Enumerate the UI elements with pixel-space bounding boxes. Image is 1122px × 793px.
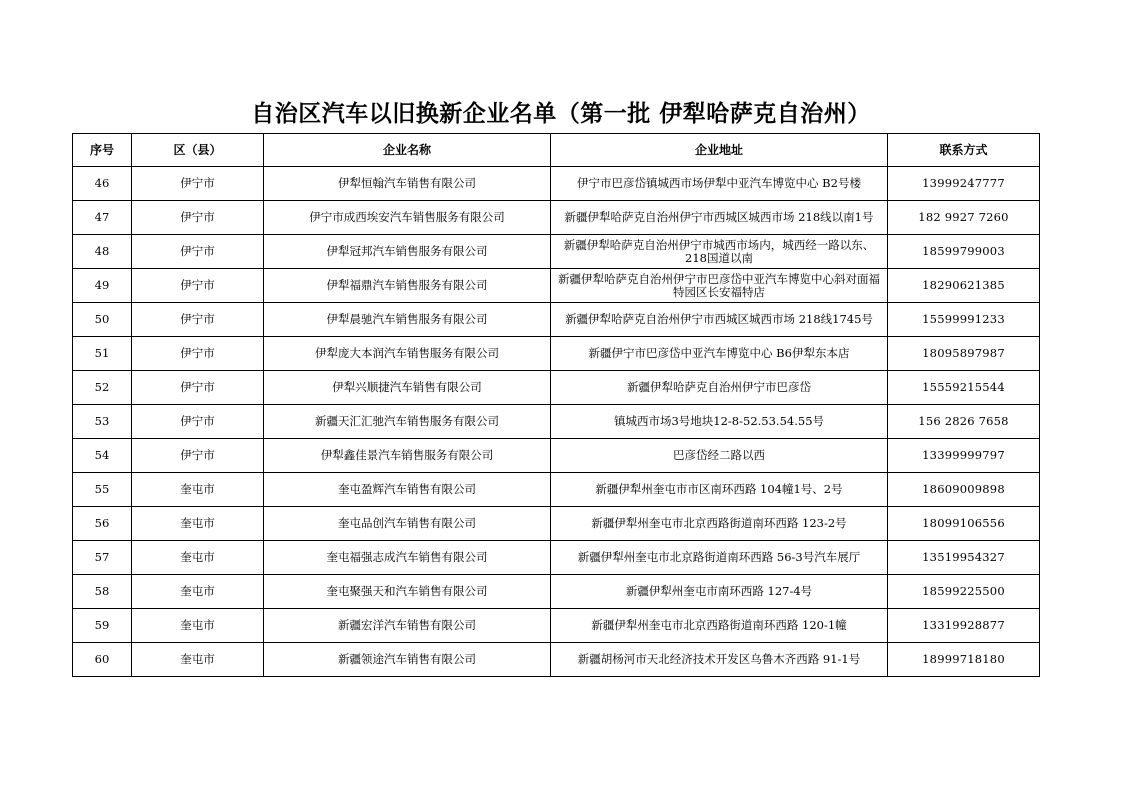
cell-district: 伊宁市 bbox=[132, 405, 264, 439]
cell-company-address: 新疆伊犁州奎屯市北京西路街道南环西路 120-1幢 bbox=[551, 609, 888, 643]
cell-company-address: 新疆伊犁州奎屯市北京西路街道南环西路 123-2号 bbox=[551, 507, 888, 541]
cell-index: 49 bbox=[73, 269, 132, 303]
header-company-name: 企业名称 bbox=[264, 134, 551, 167]
enterprise-table bbox=[72, 133, 1040, 677]
cell-company-name: 伊犁庞大本润汽车销售服务有限公司 bbox=[264, 337, 551, 371]
cell-contact: 18095897987 bbox=[888, 337, 1040, 371]
table-row bbox=[73, 541, 1040, 575]
cell-index: 57 bbox=[73, 541, 132, 575]
cell-contact: 18599799003 bbox=[888, 235, 1040, 269]
cell-contact: 13319928877 bbox=[888, 609, 1040, 643]
cell-district: 伊宁市 bbox=[132, 235, 264, 269]
cell-company-address: 新疆伊宁市巴彦岱中亚汽车博览中心 B6伊犁东本店 bbox=[551, 337, 888, 371]
cell-company-name: 新疆天汇汇驰汽车销售服务有限公司 bbox=[264, 405, 551, 439]
cell-index: 53 bbox=[73, 405, 132, 439]
cell-contact: 15559215544 bbox=[888, 371, 1040, 405]
cell-company-name: 伊犁兴顺捷汽车销售有限公司 bbox=[264, 371, 551, 405]
cell-company-address: 新疆伊犁哈萨克自治州伊宁市西城区城西市场 218线以南1号 bbox=[551, 201, 888, 235]
cell-contact: 182 9927 7260 bbox=[888, 201, 1040, 235]
cell-index: 47 bbox=[73, 201, 132, 235]
cell-district: 伊宁市 bbox=[132, 269, 264, 303]
cell-index: 52 bbox=[73, 371, 132, 405]
cell-company-name: 伊犁恒翰汽车销售有限公司 bbox=[264, 167, 551, 201]
cell-company-address: 伊宁市巴彦岱镇城西市场伊犁中亚汽车博览中心 B2号楼 bbox=[551, 167, 888, 201]
cell-company-name: 伊犁鑫佳景汽车销售服务有限公司 bbox=[264, 439, 551, 473]
header-district: 区（县） bbox=[132, 134, 264, 167]
cell-company-name: 新疆宏洋汽车销售有限公司 bbox=[264, 609, 551, 643]
cell-contact: 13519954327 bbox=[888, 541, 1040, 575]
cell-company-address: 新疆伊犁州奎屯市南环西路 127-4号 bbox=[551, 575, 888, 609]
table-row bbox=[73, 473, 1040, 507]
cell-company-address: 新疆伊犁哈萨克自治州伊宁市西城区城西市场 218线1745号 bbox=[551, 303, 888, 337]
cell-contact: 15599991233 bbox=[888, 303, 1040, 337]
cell-company-address: 新疆伊犁哈萨克自治州伊宁市城西市场内，城西经一路以东、218国道以南 bbox=[551, 235, 888, 269]
cell-district: 奎屯市 bbox=[132, 507, 264, 541]
cell-company-name: 伊犁冠邦汽车销售服务有限公司 bbox=[264, 235, 551, 269]
cell-company-name: 奎屯盈辉汽车销售有限公司 bbox=[264, 473, 551, 507]
cell-district: 伊宁市 bbox=[132, 167, 264, 201]
cell-company-name: 伊犁福鼎汽车销售服务有限公司 bbox=[264, 269, 551, 303]
table-row bbox=[73, 235, 1040, 269]
cell-district: 伊宁市 bbox=[132, 337, 264, 371]
table-row bbox=[73, 405, 1040, 439]
table-row bbox=[73, 167, 1040, 201]
cell-index: 50 bbox=[73, 303, 132, 337]
cell-company-address: 巴彦岱经二路以西 bbox=[551, 439, 888, 473]
document-title: 自治区汽车以旧换新企业名单（第一批 伊犁哈萨克自治州） bbox=[251, 100, 871, 127]
cell-company-address: 新疆伊犁州奎屯市市区南环西路 104幢1号、2号 bbox=[551, 473, 888, 507]
cell-contact: 13999247777 bbox=[888, 167, 1040, 201]
cell-company-address: 新疆伊犁州奎屯市北京路街道南环西路 56-3号汽车展厅 bbox=[551, 541, 888, 575]
cell-index: 56 bbox=[73, 507, 132, 541]
cell-district: 奎屯市 bbox=[132, 541, 264, 575]
cell-contact: 18099106556 bbox=[888, 507, 1040, 541]
cell-contact: 18290621385 bbox=[888, 269, 1040, 303]
cell-contact: 18609009898 bbox=[888, 473, 1040, 507]
cell-contact: 156 2826 7658 bbox=[888, 405, 1040, 439]
cell-district: 伊宁市 bbox=[132, 303, 264, 337]
table-row bbox=[73, 609, 1040, 643]
cell-index: 58 bbox=[73, 575, 132, 609]
cell-company-address: 镇城西市场3号地块12-8-52.53.54.55号 bbox=[551, 405, 888, 439]
cell-company-address: 新疆伊犁哈萨克自治州伊宁市巴彦岱中亚汽车博览中心斜对面福特园区长安福特店 bbox=[551, 269, 888, 303]
table-row bbox=[73, 575, 1040, 609]
cell-company-name: 奎屯品创汽车销售有限公司 bbox=[264, 507, 551, 541]
table-row bbox=[73, 201, 1040, 235]
cell-district: 伊宁市 bbox=[132, 201, 264, 235]
cell-district: 奎屯市 bbox=[132, 609, 264, 643]
table-row bbox=[73, 439, 1040, 473]
cell-index: 48 bbox=[73, 235, 132, 269]
cell-contact: 13399999797 bbox=[888, 439, 1040, 473]
cell-index: 60 bbox=[73, 643, 132, 677]
header-contact: 联系方式 bbox=[888, 134, 1040, 167]
cell-index: 51 bbox=[73, 337, 132, 371]
cell-district: 伊宁市 bbox=[132, 371, 264, 405]
cell-company-address: 新疆伊犁哈萨克自治州伊宁市巴彦岱 bbox=[551, 371, 888, 405]
cell-contact: 18599225500 bbox=[888, 575, 1040, 609]
table-body bbox=[73, 167, 1040, 677]
table-row bbox=[73, 643, 1040, 677]
cell-index: 54 bbox=[73, 439, 132, 473]
cell-index: 59 bbox=[73, 609, 132, 643]
cell-company-name: 奎屯福强志成汽车销售有限公司 bbox=[264, 541, 551, 575]
table-row bbox=[73, 371, 1040, 405]
cell-district: 奎屯市 bbox=[132, 473, 264, 507]
cell-company-name: 奎屯聚强天和汽车销售有限公司 bbox=[264, 575, 551, 609]
cell-district: 伊宁市 bbox=[132, 439, 264, 473]
cell-index: 46 bbox=[73, 167, 132, 201]
header-index: 序号 bbox=[73, 134, 132, 167]
cell-district: 奎屯市 bbox=[132, 643, 264, 677]
cell-company-name: 新疆领途汽车销售有限公司 bbox=[264, 643, 551, 677]
table-row bbox=[73, 303, 1040, 337]
cell-company-name: 伊犁晨驰汽车销售服务有限公司 bbox=[264, 303, 551, 337]
cell-company-address: 新疆胡杨河市天北经济技术开发区乌鲁木齐西路 91-1号 bbox=[551, 643, 888, 677]
header-company-address: 企业地址 bbox=[551, 134, 888, 167]
table-row bbox=[73, 269, 1040, 303]
cell-contact: 18999718180 bbox=[888, 643, 1040, 677]
cell-index: 55 bbox=[73, 473, 132, 507]
table-row bbox=[73, 507, 1040, 541]
cell-district: 奎屯市 bbox=[132, 575, 264, 609]
table-header-row bbox=[73, 134, 1040, 167]
cell-company-name: 伊宁市成西埃安汽车销售服务有限公司 bbox=[264, 201, 551, 235]
table-row bbox=[73, 337, 1040, 371]
